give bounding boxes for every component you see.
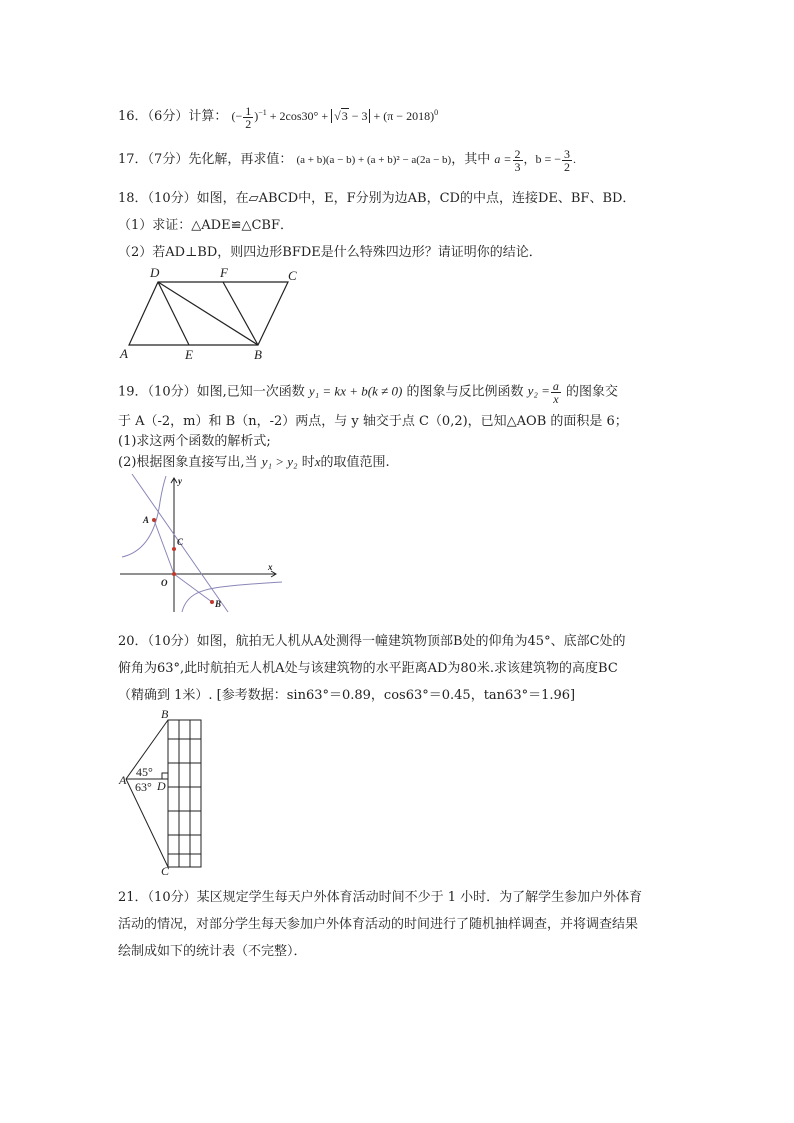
q18-parallelogram-figure	[110, 262, 310, 362]
q19-part2-x: x	[314, 454, 321, 469]
segment-FB	[223, 282, 258, 345]
label-F: F	[220, 265, 228, 280]
q20-line2: 俯角为63°,此时航拍无人机A处与该建筑物的水平距离AD为80米.求该建筑物的高度BC	[118, 661, 618, 676]
q16-number: 16．	[118, 109, 148, 124]
label-A: A	[120, 346, 128, 361]
q17-b-value	[523, 146, 577, 174]
q19-y2-num: a	[552, 379, 559, 393]
q19-part2-b: 时	[301, 455, 315, 470]
q18-part1: （1）求证：△ADE≌△CBF．	[118, 218, 293, 233]
q19-function-graph	[116, 472, 286, 614]
q20-building-figure	[116, 706, 216, 878]
label-D: D	[157, 779, 166, 793]
q17-b-label: ，b = −	[523, 152, 562, 166]
segment-OB	[174, 574, 212, 602]
q20-line3: （精确到 1米）. [参考数据：sin63°＝0.89，cos63°＝0.45，tan63°＝1.96]	[118, 688, 576, 703]
q19-line2: 于 A（-2，m）和 B（n，-2）两点，与 y 轴交于点 C（0,2)，已知△AOB 的面积是 6；	[118, 414, 628, 429]
q19-part1: (1)求这两个函数的解析式;	[118, 434, 271, 449]
q17-a-den: 3	[514, 159, 521, 174]
question-16	[118, 100, 678, 130]
q16-frac-den: 2	[245, 116, 252, 131]
q19-y2-lhs: y₂ =	[527, 383, 550, 399]
q16-abs-tail: − 3	[351, 109, 368, 123]
q19-y2-expression	[527, 379, 562, 406]
q19-part2-a: (2)根据图象直接写出,当	[118, 455, 258, 470]
q16-frac-num: 1	[245, 103, 252, 118]
q16-fraction	[243, 105, 253, 130]
q19-line1	[118, 380, 618, 405]
q18-score: （10分）	[147, 191, 197, 206]
point-C	[172, 547, 176, 551]
label-B: B	[254, 347, 262, 362]
q17-end: .	[573, 152, 577, 166]
q16-abs: √3 − 3	[331, 109, 370, 123]
q18-number: 18．	[118, 191, 148, 206]
label-A: A	[143, 515, 150, 525]
point-A	[152, 518, 156, 522]
segment-OA	[154, 520, 174, 574]
label-D: D	[150, 265, 160, 280]
q17-expression: (a + b)(a − b) + (a + b)² − a(2a − b)	[296, 154, 452, 166]
q18-stem	[118, 187, 635, 206]
q19-part2-c: 的取值范围.	[320, 455, 390, 470]
q17-a-value	[494, 146, 523, 174]
q17-prefix: 先化解，再求值：	[188, 152, 293, 167]
label-E: E	[185, 347, 193, 362]
q16-exponent-zero: 0	[434, 108, 439, 117]
q17-b-num: 3	[564, 146, 571, 161]
q16-expr-part2: + 2cos30° +	[269, 109, 329, 123]
q17-a-label: a =	[494, 152, 512, 166]
q19-line1-c: 的图象交	[566, 384, 619, 400]
label-C: C	[177, 537, 184, 547]
question-17	[118, 146, 678, 173]
q17-score: （7分）	[147, 152, 189, 167]
q19-part2	[118, 451, 390, 470]
label-x: x	[268, 562, 273, 572]
point-B	[210, 600, 214, 604]
q16-expr-part1: (−	[231, 109, 243, 123]
q19-line1-a: 19．（10分）如图,已知一次函数	[118, 384, 305, 400]
point-O	[172, 572, 176, 576]
label-y: y	[178, 476, 182, 486]
q17-b-den: 2	[564, 159, 571, 174]
q16-sqrt: 3	[341, 109, 348, 123]
q16-exponent: −1	[258, 108, 267, 117]
q16-expression: (− $\frac{1}{2}$ )$^{-1} + 2\cos 30^\circ + √3 - 3 + (\pi - 2018)^0$	[231, 103, 439, 131]
label-C: C	[288, 268, 297, 283]
q17-number: 17．	[118, 152, 148, 167]
q19-y1-expression: y₁ = kx + b(k ≠ 0)	[308, 383, 403, 399]
hyperbola-right-branch	[182, 582, 282, 612]
label-C: C	[161, 864, 170, 878]
label-B: B	[215, 599, 222, 609]
q19-part2-inequality: y₁ > y₂	[261, 454, 298, 469]
q16-prefix: 计算：	[188, 109, 228, 124]
q19-line1-b: 的图象与反比例函数	[406, 384, 524, 400]
q16-score: （6分）	[147, 109, 189, 124]
q21-line3: 绘制成如下的统计表（不完整）．	[118, 944, 307, 959]
label-A: A	[119, 773, 127, 787]
q19-y2-den: x	[553, 392, 559, 406]
building	[168, 720, 201, 867]
q21-line1: 21．（10分）某区规定学生每天户外体育活动时间不少于 1 小时．为了解学生参加户外体育	[118, 890, 643, 905]
angle-45: 45°	[136, 765, 153, 779]
q16-expr-part3: + (π − 2018)	[373, 109, 435, 123]
label-O: O	[161, 578, 168, 588]
q18-text: 如图，在▱ABCD中，E，F分别为边AB，CD的中点，连接DE、BF、BD．	[196, 191, 636, 206]
angle-63: 63°	[135, 780, 152, 794]
q20-line1: 20．（10分）如图，航拍无人机从A处测得一幢建筑物顶部B处的仰角为45°、底部C处的	[118, 634, 626, 649]
q18-part2: （2）若AD⊥BD，则四边形BFDE是什么特殊四边形？请证明你的结论．	[118, 245, 542, 260]
q21-line2: 活动的情况，对部分学生每天参加户外体育活动的时间进行了随机抽样调查，并将调查结果	[118, 917, 639, 932]
q17-a-num: 2	[514, 146, 521, 161]
label-B: B	[161, 707, 169, 721]
q17-mid: ，其中	[451, 152, 491, 167]
